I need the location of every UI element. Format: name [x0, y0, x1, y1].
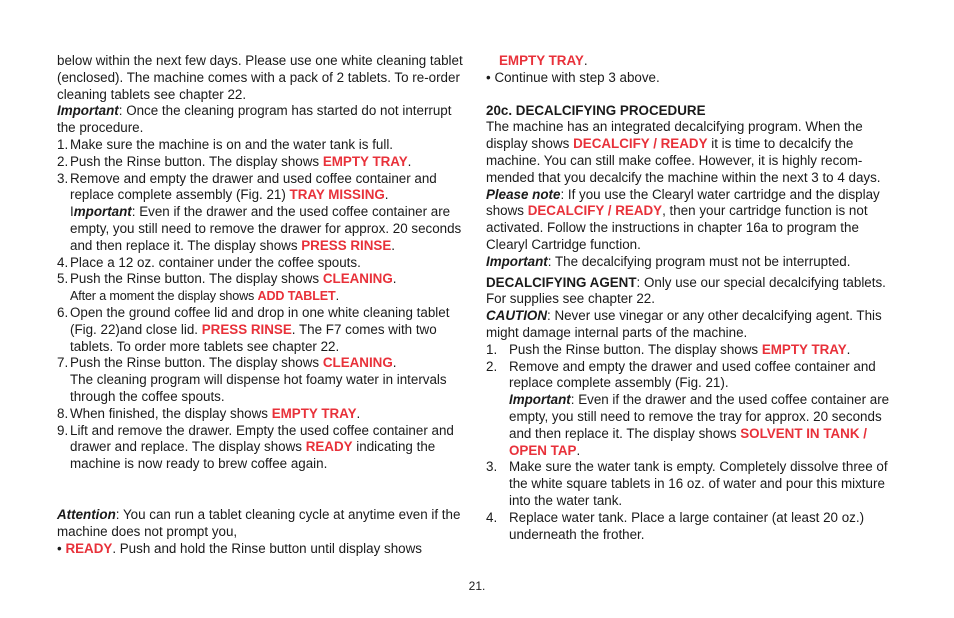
decalcify-step-2-important: Important: Even if the drawer and the used coffee container are empty, you still need to remove the tray for approx. 20 seconds and then replace it. The display shows SOLVENT IN TANK / OPEN TAP.: [509, 392, 890, 458]
caution-note: CAUTION: Never use vinegar or any other decalcifying agent. This might damage internal parts of the machine.: [486, 308, 882, 340]
step-5-sub: After a moment the display shows ADD TABLET.: [70, 289, 339, 304]
left-column: [57, 53, 467, 557]
display-message: EMPTY TRAY: [322, 153, 408, 169]
important-note: Important: The decalcifying program must not be interrupted.: [486, 253, 851, 269]
intro-paragraph: below within the next few days. Please use one white cleaning tablet (enclosed). The machine comes with a pack of 2 tablets. To re-order cleaning tablets see chapter 22.: [57, 53, 463, 102]
step-5: 5. Push the Rinse button. The display shows CLEANING. After a moment the display shows ADD TABLET.: [57, 271, 467, 305]
important-note: Important: Once the cleaning program has started do not interrupt the procedure.: [57, 103, 452, 136]
important-label: Important: [57, 103, 119, 119]
step-8: 8. When finished, the display shows EMPTY TRAY.: [57, 405, 361, 421]
step-2: 2. Push the Rinse button. The display shows EMPTY TRAY.: [57, 153, 412, 169]
please-note: Please note: If you use the Clearyl water cartridge and the display shows DECALCIFY / READY, then your cartridge function is not activated. Follow the instructions in chapter 16a to program the Clearyl Cartridge function.: [486, 186, 880, 252]
display-message: EMPTY TRAY: [271, 405, 357, 421]
bullet-icon: •: [486, 69, 491, 85]
display-message: PRESS RINSE: [201, 321, 292, 337]
decalcify-step-3: 3. Make sure the water tank is empty. Completely dissolve three of the white square tablets in 16 oz. of water and pour this mixture into the water tank.: [486, 459, 888, 508]
display-message: CLEANING: [322, 355, 393, 371]
bullet-icon: •: [57, 540, 62, 556]
attention-note: Attention: You can run a tablet cleaning cycle at anytime even if the machine does not prompt you,: [57, 506, 461, 539]
step-7-sub: The cleaning program will dispense hot foamy water in intervals through the coffee spouts.: [70, 372, 447, 404]
display-message: CLEANING: [322, 271, 393, 287]
attention-label: Attention: [57, 506, 116, 522]
attention-bullet: • READY. Push and hold the Rinse button until display shows: [57, 540, 422, 556]
right-column: [486, 53, 898, 543]
step-3-important: Important: Even if the drawer and the used coffee container are empty, you still need to remove the drawer for approx. 20 seconds and then replace it. The display shows PRESS RINSE.: [70, 204, 462, 253]
display-message: PRESS RINSE: [301, 237, 392, 253]
step-3: 3. Remove and empty the drawer and used coffee container and replace complete assembly (Fig. 21) TRAY MISSING. Important: Even if the drawer and the used coffee container are empty, you still need to remove the drawer for approx. 20 seconds and then replace it. The display shows PRESS RINSE.: [57, 171, 467, 255]
display-message: READY: [305, 439, 353, 455]
decalcifying-agent: DECALCIFYING AGENT: Only use our special decalcifying tablets. For supplies see chapter 22.: [486, 274, 886, 307]
step-1: 1. Make sure the machine is on and the water tank is full.: [57, 136, 394, 152]
display-message: READY: [65, 540, 113, 556]
display-message: ADD TABLET: [257, 289, 336, 304]
page-number: 21.: [468, 579, 486, 593]
display-message: DECALCIFY / READY: [573, 136, 708, 152]
decalcify-step-1: 1. Push the Rinse button. The display shows EMPTY TRAY.: [486, 341, 851, 357]
continue-step-bullet: • Continue with step 3 above.: [486, 69, 660, 85]
step-9: 9. Lift and remove the drawer. Empty the used coffee container and drawer and replace. The display shows READY indicating the machine is now ready to brew coffee again.: [57, 422, 454, 472]
step-7: 7. Push the Rinse button. The display shows CLEANING. The cleaning program will dispense hot foamy water in intervals through the coffee spouts.: [57, 355, 467, 405]
decalcify-step-2: 2. Remove and empty the drawer and used coffee container and replace complete assembly (Fig. 21). Important: Even if the drawer and the used coffee container are empty, you still need to remove the tray for approx. 20 seconds and then replace it. The display shows SOLVENT IN TANK / OPEN TAP.: [486, 359, 898, 460]
continued-bullet: EMPTY TRAY.: [499, 53, 588, 68]
display-message: EMPTY TRAY: [761, 341, 847, 357]
display-message: TRAY MISSING: [289, 187, 385, 203]
display-message: SOLVENT IN TANK / OPEN TAP: [509, 425, 867, 458]
decalcify-intro: The machine has an integrated decalcifying program. When the display shows DECALCIFY / READY it is time to decalcify the machine. You can still make coffee. However, it is highly recom-mended that you decalcify the machine within the next 3 to 4 days.: [486, 119, 881, 185]
section-heading: 20c. DECALCIFYING PROCEDURE: [486, 102, 706, 118]
step-6: 6. Open the ground coffee lid and drop in one white cleaning tablet (Fig. 22)and close lid. PRESS RINSE. The F7 comes with two tablets. To order more tablets see chapter 22.: [57, 304, 450, 354]
step-4: 4. Place a 12 oz. container under the coffee spouts.: [57, 254, 361, 270]
display-message: DECALCIFY / READY: [527, 203, 663, 219]
decalcify-step-4: 4. Replace water tank. Place a large container (at least 20 oz.) underneath the frother.: [486, 509, 865, 542]
display-message: EMPTY TRAY: [499, 53, 584, 68]
